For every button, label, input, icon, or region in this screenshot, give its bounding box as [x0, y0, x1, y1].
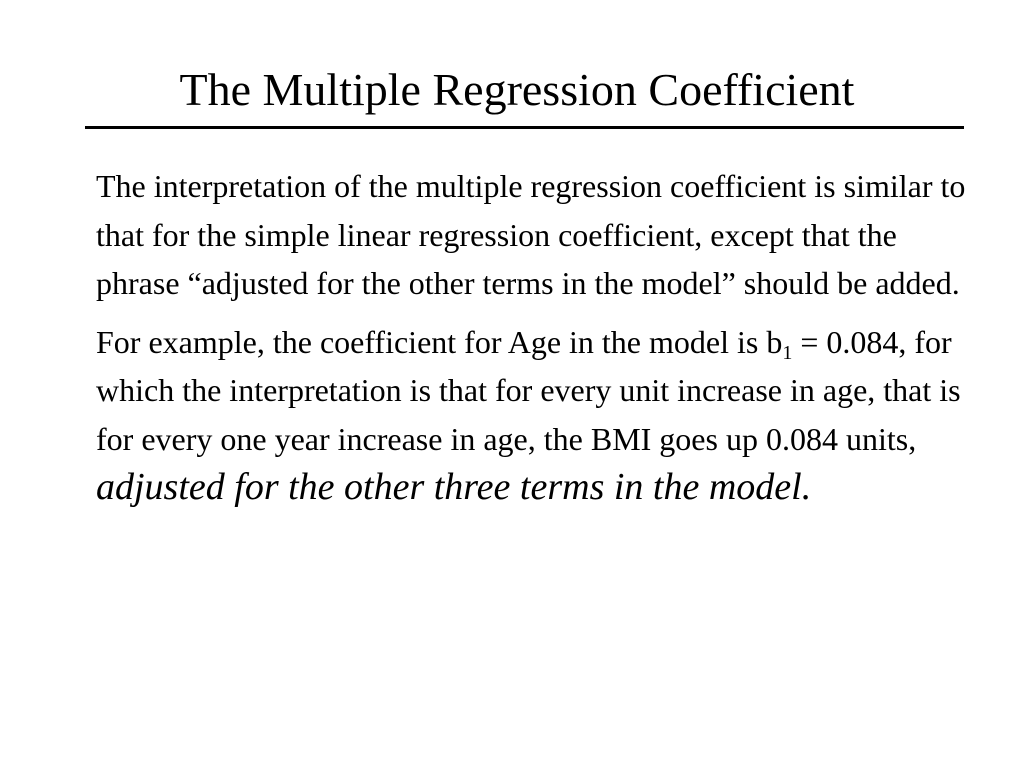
- title-divider: [85, 126, 964, 129]
- slide-title: The Multiple Regression Coefficient: [179, 64, 855, 115]
- example-emphasis: adjusted for the other three terms in the model.: [96, 466, 812, 508]
- coefficient-subscript: 1: [782, 341, 793, 364]
- example-text-continued: = 0.084, for which the interpretation is that for every unit increase in age, that is for every one year increase in age, the BMI goes up 0.084 units,: [96, 323, 961, 457]
- paragraph-example: [96, 318, 968, 513]
- slide-body: [96, 162, 968, 513]
- paragraph-interpretation: The interpretation of the multiple regression coefficient is similar to that for the simple linear regression coefficient, except that the phrase “adjusted for the other terms in the model” should be added.: [96, 168, 966, 301]
- example-text-start: For example, the coefficient for Age in the model is b: [96, 323, 783, 360]
